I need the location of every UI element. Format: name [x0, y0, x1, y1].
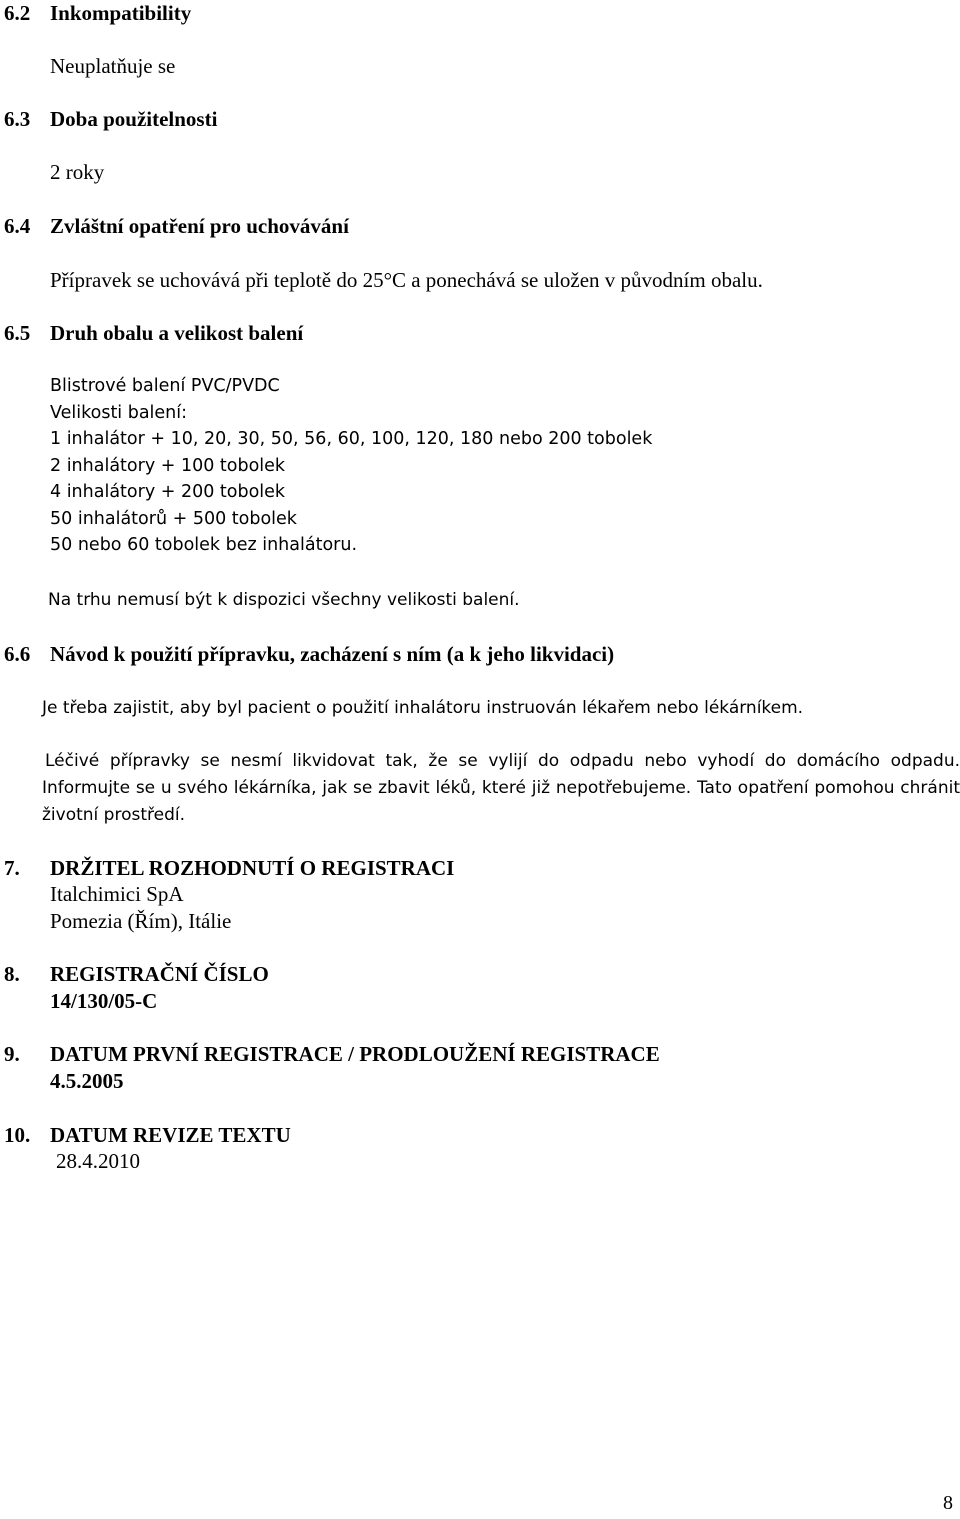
section-8-number: 8. — [4, 962, 20, 986]
section-7-title: DRŽITEL ROZHODNUTÍ O REGISTRACI — [50, 856, 455, 880]
section-10-number: 10. — [4, 1123, 31, 1147]
registration-number: 14/130/05-C — [50, 989, 158, 1013]
first-registration-date: 4.5.2005 — [50, 1069, 124, 1093]
section-6-3-text: 2 roky — [50, 160, 105, 184]
availability-note: Na trhu nemusí být k dispozici všechny velikosti balení. — [48, 590, 520, 610]
section-6-3-number: 6.3 — [4, 107, 31, 131]
section-6-5-title: Druh obalu a velikost balení — [50, 321, 304, 345]
package-line: Blistrové balení PVC/PVDC — [50, 376, 280, 396]
section-6-4-number: 6.4 — [4, 214, 31, 238]
section-6-2-text: Neuplatňuje se — [50, 54, 176, 78]
package-line: 4 inhalátory + 200 tobolek — [50, 482, 286, 502]
section-6-6-number: 6.6 — [4, 642, 31, 666]
revision-date: 28.4.2010 — [56, 1149, 140, 1173]
section-6-4-text: Přípravek se uchovává při teplotě do 25°C a ponechává se uložen v původním obalu. — [50, 268, 763, 292]
section-7-number: 7. — [4, 856, 20, 880]
section-6-6-title: Návod k použití přípravku, zacházení s ním (a k jeho likvidaci) — [50, 642, 615, 666]
package-line: 1 inhalátor + 10, 20, 30, 50, 56, 60, 100, 120, 180 nebo 200 tobolek — [50, 429, 653, 449]
section-6-2-number: 6.2 — [4, 1, 31, 25]
package-line: Velikosti balení: — [50, 403, 188, 423]
package-line: 2 inhalátory + 100 tobolek — [50, 456, 286, 476]
section-6-5-number: 6.5 — [4, 321, 31, 345]
page-number: 8 — [943, 1492, 953, 1514]
section-6-6-para-2: Léčivé přípravky se nesmí likvidovat tak, že se vylijí do odpadu nebo vyhodí do domácího odpadu. Informujte se u svého lékárníka, jak se zbavit léků, které již nepotřebujeme. Tato opatření pomohou chránit životní prostředí. — [42, 751, 960, 825]
package-line: 50 inhalátorů + 500 tobolek — [50, 509, 297, 529]
package-line: 50 nebo 60 tobolek bez inhalátoru. — [50, 535, 358, 555]
section-6-4-title: Zvláštní opatření pro uchovávání — [50, 214, 349, 238]
section-6-6-para-1: Je třeba zajistit, aby byl pacient o použití inhalátoru instruován lékařem nebo lékárníkem. — [42, 698, 804, 718]
section-9-number: 9. — [4, 1042, 20, 1066]
section-6-2-title: Inkompatibility — [50, 1, 192, 25]
section-8-title: REGISTRAČNÍ ČÍSLO — [50, 962, 269, 986]
section-10-title: DATUM REVIZE TEXTU — [50, 1123, 291, 1147]
holder-address: Pomezia (Řím), Itálie — [50, 909, 232, 933]
section-6-3-title: Doba použitelnosti — [50, 107, 218, 131]
section-9-title: DATUM PRVNÍ REGISTRACE / PRODLOUŽENÍ REGISTRACE — [50, 1042, 660, 1066]
holder-name: Italchimici SpA — [50, 882, 184, 906]
